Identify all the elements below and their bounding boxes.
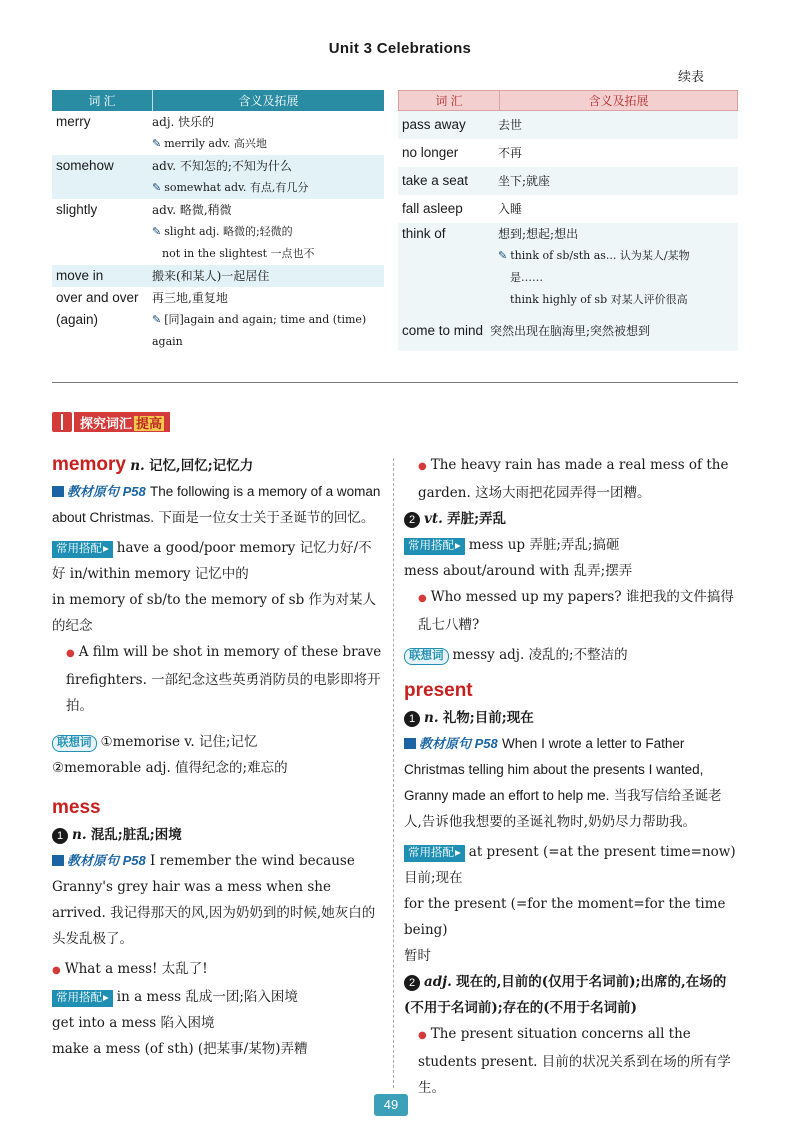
example-sentence: The present situation concerns all the students present. [418, 1026, 691, 1070]
vocab-row [398, 311, 738, 351]
vocab-word: (again) [56, 312, 99, 327]
source-label: 教材原句 P58 [67, 484, 146, 499]
source-translation: 当我写信给圣诞老人,告诉他我想要的圣诞礼物时,奶奶尽力帮助我。 [404, 788, 722, 830]
vocab-word: over and over [56, 290, 139, 305]
collocation: in a mess 乱成一团;陷入困境 [116, 989, 298, 1005]
source-sentence: The following is a memory of a woman about Christmas. [52, 484, 381, 525]
vocab-meaning: 去世 [498, 118, 523, 132]
vocab-row [398, 139, 738, 167]
vocab-sub: [同]again and again; time and (time) [164, 313, 367, 326]
pen-icon: ✎ [152, 225, 162, 238]
headword: memory [52, 454, 126, 475]
collocation-translation: 暂时 [404, 948, 431, 964]
word-meaning: 礼物;目前;现在 [442, 710, 534, 726]
association-word: ②memorable adj. 值得纪念的;难忘的 [52, 760, 288, 776]
vocab-meaning: adv. 不知怎的;不知为什么 [152, 159, 292, 173]
vocab-word: fall asleep [402, 201, 463, 216]
collocation: in memory of sb/to the memory of sb 作为对某人的纪念 [52, 592, 377, 634]
vocab-sub2: not in the slightest 一点也不 [162, 247, 315, 260]
vocab-word: take a seat [402, 173, 469, 188]
pen-icon: ✎ [152, 181, 162, 194]
book-icon [52, 855, 64, 866]
example-sentence: What a mess! [64, 961, 158, 977]
left-column [52, 452, 382, 1062]
vocab-row [52, 265, 384, 287]
association-tag: 联想词 [404, 648, 449, 665]
pen-icon: ✎ [152, 137, 162, 150]
vocab-meaning: 突然出现在脑海里;突然被想到 [490, 324, 651, 338]
vocab-word: somehow [56, 158, 114, 173]
example-translation: 谁把我的文件搞得乱七八糟? [418, 589, 734, 633]
source-label: 教材原句 P58 [419, 736, 498, 751]
right-column [404, 452, 736, 1101]
collocation: make a mess (of sth) (把某事/某物)弄糟 [52, 1041, 308, 1057]
collocation-translation: 目前;现在 [404, 870, 463, 886]
sense-number: 1 [52, 828, 68, 844]
word-meaning: 记忆,回忆;记忆力 [149, 458, 254, 474]
collocation: mess about/around with 乱弄;摆弄 [404, 563, 633, 579]
sense-number: 1 [404, 711, 420, 727]
vocab-meaning: 不再 [498, 146, 523, 160]
word-meaning: 弄脏;弄乱 [447, 511, 507, 527]
example-sentence: The heavy rain has made a real mess of the garden. [418, 457, 729, 501]
table-header [398, 90, 738, 111]
part-of-speech: n. [72, 827, 87, 843]
bullet-icon: ● [52, 965, 61, 976]
pen-icon: ✎ [498, 249, 508, 262]
vocab-meaning: 入睡 [498, 202, 523, 216]
source-translation: 我记得那天的风,因为奶奶到的时候,她灰白的头发乱极了。 [52, 905, 376, 947]
vocab-row [398, 223, 738, 311]
book-icon [404, 738, 416, 749]
association-word: ①memorise v. 记住;记忆 [100, 734, 258, 750]
example-translation: 一部纪念这些英勇消防员的电影即将开拍。 [66, 672, 381, 714]
collocation: at present (=at the present time=now) [468, 844, 736, 860]
bullet-icon: ● [418, 1030, 427, 1041]
vocab-row [52, 199, 384, 265]
book-icon [52, 486, 64, 497]
collocation-tag: 常用搭配 ▸ [52, 541, 113, 558]
example-sentence: Who messed up my papers? [430, 589, 622, 605]
vocab-word: slightly [56, 202, 98, 217]
bullet-icon: ● [66, 648, 75, 659]
association-tag: 联想词 [52, 735, 97, 752]
vocab-sub3: think highly of sb 对某人评价很高 [510, 293, 688, 306]
header-meaning: 含义及拓展 [152, 90, 384, 111]
collocation: get into a mess 陷入困境 [52, 1015, 215, 1031]
association-word: messy adj. 凌乱的;不整洁的 [452, 647, 628, 663]
source-sentence: I remember the wind because Granny's grey hair was a mess when she arrived. [52, 853, 355, 921]
column-divider [393, 458, 394, 1088]
part-of-speech: n. [424, 710, 439, 726]
part-of-speech: adj. [424, 974, 452, 990]
header-meaning: 含义及拓展 [499, 91, 737, 110]
divider [52, 382, 738, 383]
bullet-icon: ● [418, 461, 427, 472]
continued-label: 续表 [677, 70, 704, 85]
vocab-sub2: 是…… [510, 271, 543, 284]
example-translation: 目前的状况关系到在场的所有学生。 [418, 1054, 731, 1096]
vocab-row [52, 155, 384, 199]
vocab-table-right [398, 90, 738, 351]
banner-title: 探究词汇 [80, 416, 133, 431]
vocab-sub: slight adj. 略微的;轻微的 [164, 225, 293, 238]
vocab-word: think of [402, 226, 446, 241]
vocab-sub: somewhat adv. 有点,有几分 [164, 181, 309, 194]
headword: mess [52, 797, 101, 818]
table-header [52, 90, 384, 111]
sense-number: 2 [404, 975, 420, 991]
vocab-meaning: 坐下;就座 [498, 174, 551, 188]
part-of-speech: vt. [424, 511, 443, 527]
vocab-meaning: adv. 略微,稍微 [152, 203, 232, 217]
collocation: for the present (=for the moment=for the time being) [404, 896, 726, 938]
book-icon [52, 412, 72, 432]
source-label: 教材原句 P58 [67, 853, 146, 868]
collocation: have a good/poor memory 记忆力好/不好 [52, 540, 372, 582]
vocab-row [52, 287, 384, 309]
vocab-sub: think of sb/sth as... 认为某人/某物 [510, 249, 690, 262]
banner-highlight: 提高 [136, 416, 163, 431]
vocab-word: pass away [402, 117, 466, 132]
example-translation: 这场大雨把花园弄得一团糟。 [475, 485, 651, 501]
pen-icon: ✎ [152, 313, 162, 326]
vocab-table-left [52, 90, 384, 353]
collocation-tag: 常用搭配 ▸ [52, 990, 113, 1007]
vocab-word: merry [56, 114, 91, 129]
vocab-meaning: 想到;想起;想出 [498, 227, 579, 241]
collocation-tag: 常用搭配 ▸ [404, 845, 465, 862]
vocab-row [398, 111, 738, 139]
page-title: Unit 3 Celebrations [328, 40, 472, 57]
collocation: in/within memory 记忆中的 [69, 566, 249, 582]
collocation: mess up 弄脏;弄乱;搞砸 [468, 537, 620, 553]
example-translation: 太乱了! [161, 961, 208, 977]
header-word: 词 汇 [88, 94, 116, 108]
vocab-meaning: 搬来(和某人)一起居住 [152, 269, 270, 283]
word-meaning: 混乱;脏乱;困境 [90, 827, 182, 843]
vocab-sub: merrily adv. 高兴地 [164, 137, 267, 150]
part-of-speech: n. [130, 458, 145, 474]
header-word: 词 汇 [435, 94, 463, 108]
vocab-row [398, 167, 738, 195]
section-banner [52, 410, 170, 434]
vocab-sub2: again [152, 335, 183, 348]
page-number: 49 [374, 1094, 408, 1116]
sense-number: 2 [404, 512, 420, 528]
collocation-tag: 常用搭配 ▸ [404, 538, 465, 555]
vocab-word: no longer [402, 145, 459, 160]
vocab-row [52, 111, 384, 155]
headword: present [404, 680, 473, 701]
vocab-row [52, 309, 384, 353]
word-meaning: 现在的,目前的(仅用于名词前);出席的,在场的(不用于名词前);存在的(不用于名词前) [404, 974, 727, 1016]
bullet-icon: ● [418, 593, 427, 604]
source-sentence: When I wrote a letter to Father Christmas telling him about the presents I wanted, Granny made an effort to help me. [404, 736, 704, 803]
vocab-word: come to mind [402, 323, 484, 338]
vocab-meaning: 再三地,重复地 [152, 291, 228, 305]
source-translation: 下面是一位女士关于圣诞节的回忆。 [158, 510, 375, 526]
vocab-row [398, 195, 738, 223]
vocab-meaning: adj. 快乐的 [152, 115, 215, 129]
example-sentence: A film will be shot in memory of these brave firefighters. [66, 644, 382, 688]
vocab-word: move in [56, 268, 104, 283]
